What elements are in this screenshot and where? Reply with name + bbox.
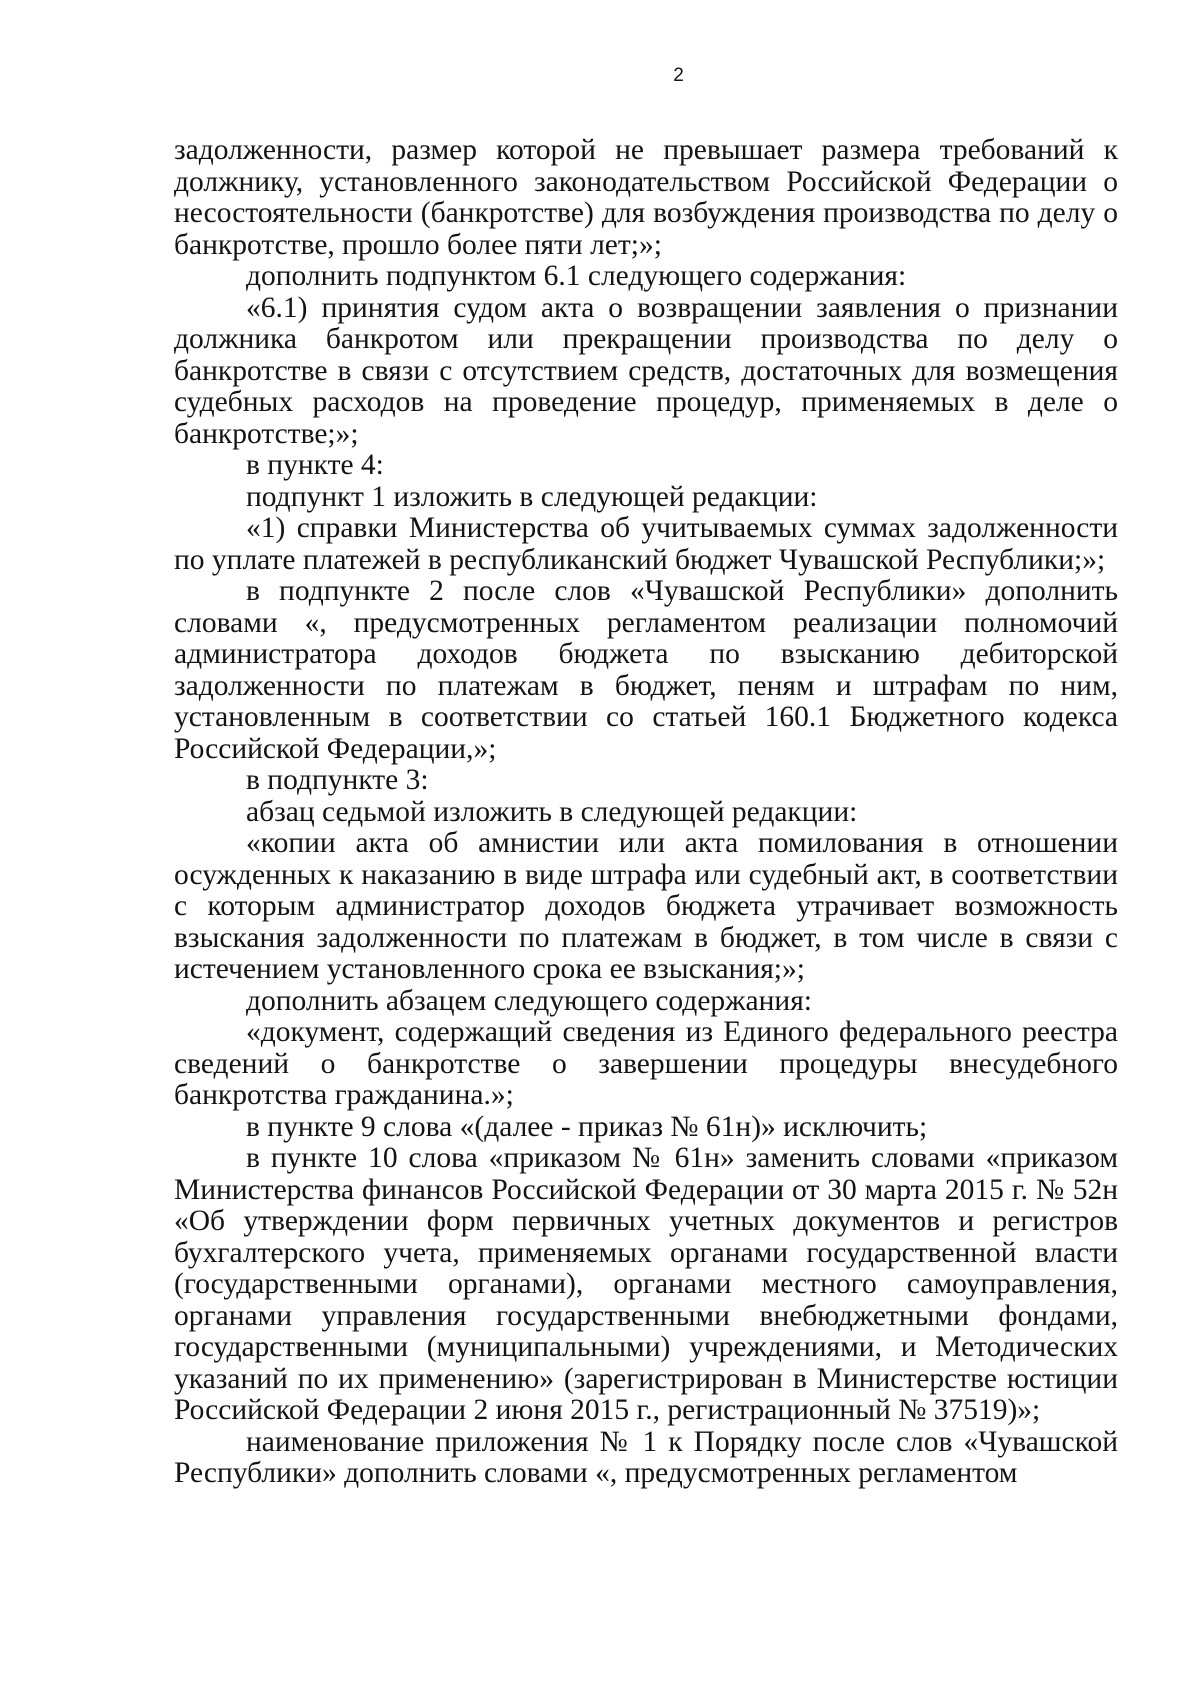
paragraph: дополнить подпунктом 6.1 следующего содержания: <box>246 260 907 292</box>
page-number: 2 <box>673 65 684 86</box>
paragraph: «6.1) принятия судом акта о возвращении заявления о признании должника банкротом или прекращении производства по делу о банкротстве в связи с отсутствием средств, достаточных для возмещения судебных расходов на проведение процедур, применяемых в деле о банкротстве;»; <box>174 291 1118 450</box>
paragraph: «1) справки Министерства об учитываемых суммах задолженности по уплате платежей в республиканский бюджет Чувашской Республики;»; <box>174 512 1118 576</box>
paragraph: «копии акта об амнистии или акта помилования в отношении осужденных к наказанию в виде штрафа или судебный акт, в соответствии с которым администратор доходов бюджета утрачивает возможность взыскания задолженности по платежам в бюджет, в том числе в связи с истечением установленного срока ее взыскания;»; <box>174 827 1118 985</box>
document-body <box>174 135 1118 1490</box>
paragraph: «документ, содержащий сведения из Единого федерального реестра сведений о банкротстве о завершении процедуры внесудебного банкротства гражданина.»; <box>174 1016 1118 1111</box>
paragraph: в пункте 10 слова «приказом № 61н» заменить словами «приказом Министерства финансов Российской Федерации от 30 марта 2015 г. № 52н «Об утверждении форм первичных учетных документов и регистров бухгалтерского учета, применяемых органами государственной власти (государственными органами), органами местного самоуправления, органами управления государственными внебюджетными фондами, государственными (муниципальными) учреждениями, и Методических указаний по их применению» (зарегистрирован в Министерстве юстиции Российской Федерации 2 июня 2015 г., регистрационный № 37519)»; <box>174 1142 1118 1426</box>
paragraph: наименование приложения № 1 к Порядку после слов «Чувашской Республики» дополнить словами «, предусмотренных регламентом <box>174 1425 1118 1489</box>
paragraph: в подпункте 2 после слов «Чувашской Республики» дополнить словами «, предусмотренных регламентом реализации полномочий администратора доходов бюджета по взысканию дебиторской задолженности по платежам в бюджет, пеням и штрафам по ним, установленным в соответствии со статьей 160.1 Бюджетного кодекса Российской Федерации,»; <box>174 575 1118 765</box>
paragraph: подпункт 1 изложить в следующей редакции: <box>246 480 818 513</box>
paragraph: в пункте 4: <box>246 449 384 481</box>
paragraph: абзац седьмой изложить в следующей редакции: <box>246 795 858 828</box>
paragraph: задолженности, размер которой не превышает размера требований к должнику, установленного законодательством Российской Федерации о несостоятельности (банкротстве) для возбуждения производства по делу о банкротстве, прошло более пяти лет;»; <box>174 134 1118 261</box>
paragraph: дополнить абзацем следующего содержания: <box>246 984 812 1017</box>
paragraph: в пункте 9 слова «(далее - приказ № 61н)» исключить; <box>246 1110 928 1143</box>
paragraph: в подпункте 3: <box>246 764 429 796</box>
